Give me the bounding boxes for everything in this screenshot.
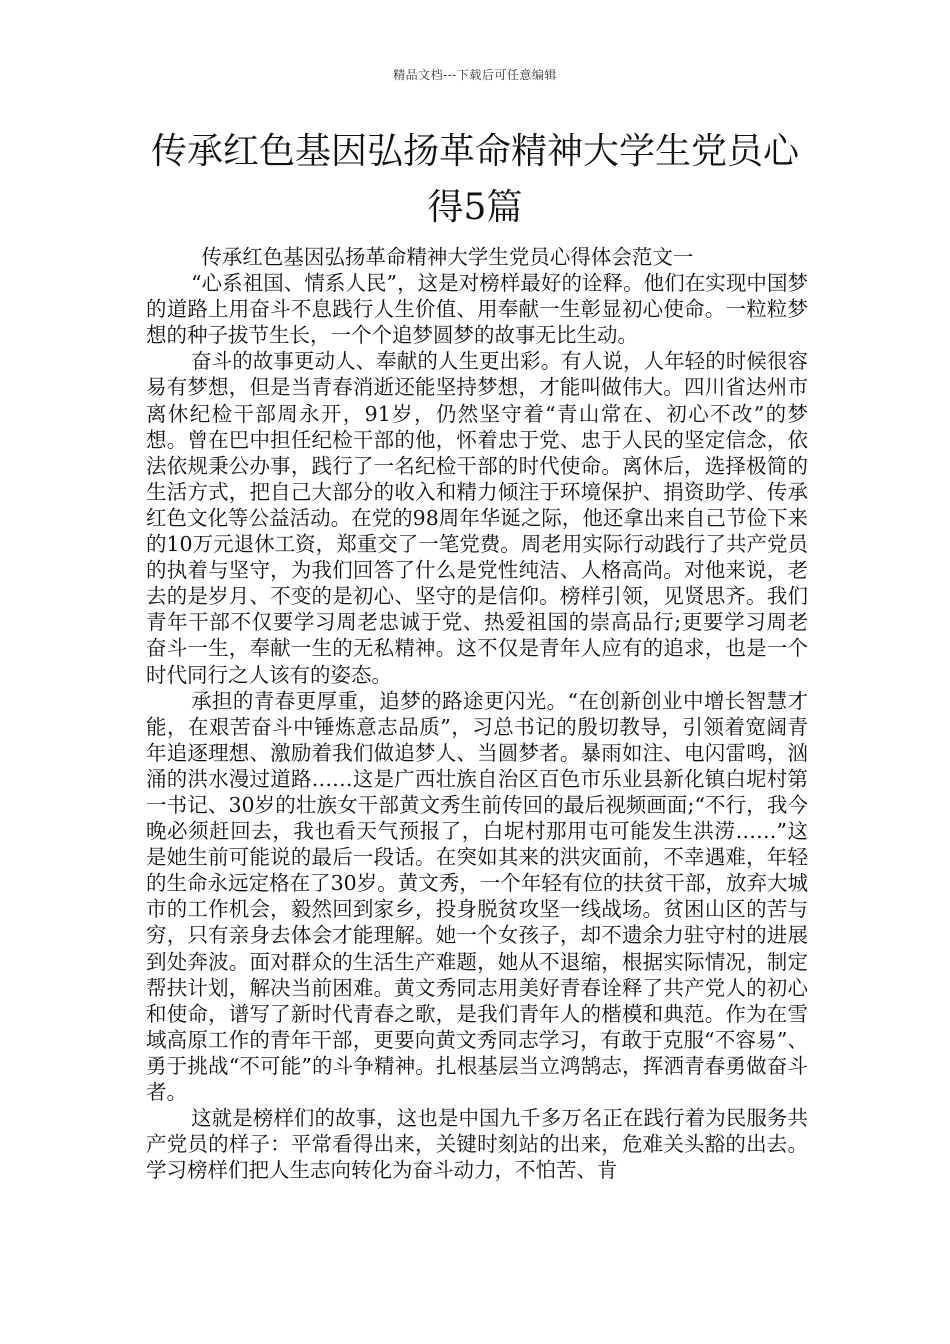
paragraph-3: 承担的青春更厚重，追梦的路途更闪光。“在创新创业中增长智慧才能，在艰苦奋斗中锤炼意志品质”，习总书记的殷切教导，引领着宽阔青年追逐理想、激励着我们做追梦人、当圆梦者。暴雨如注、电闪雷鸣，汹涌的洪水漫过道路……这是广西壮族自治区百色市乐业县新化镇白坭村第一书记、30岁的壮族女干部黄文秀生前传回的最后视频画面;“不行，我今晚必须赶回去，我也看天气预报了，白坭村那用屯可能发生洪涝……”这是她生前可能说的最后一段话。在突如其来的洪灾面前，不幸遇难，年轻的生命永远定格在了30岁。黄文秀，一个年轻有位的扶贫干部，放弃大城市的工作机会，毅然回到家乡，投身脱贫攻坚一线战场。贫困山区的苦与穷，只有亲身去体会才能理解。她一个女孩子，却不遗余力驻守村的进展到处奔波。面对群众的生活生产难题，她从不退缩，根据实际情况，制定帮扶计划，解决当前困难。黄文秀同志用美好青春诠释了共产党人的初心和使命，谱写了新时代青春之歌，是我们青年人的楷模和典范。作为在雪域高原工作的青年干部，更要向黄文秀同志学习，有敢于克服“不容易”、勇于挑战“不可能”的斗争精神。扎根基层当立鸿鹄志，挥洒青春勇做奋斗者。 — [146, 688, 808, 1104]
paragraph-4: 这就是榜样们的故事，这也是中国九千多万名正在践行着为民服务共产党员的样子：平常看得出来，关键时刻站的出来，危难关头豁的出去。学习榜样们把人生志向转化为奋斗动力，不怕苦、肯 — [146, 1106, 808, 1183]
title-line-1: 传承红色基因弘扬革命精神大学生党员心 — [150, 131, 799, 172]
title-line-2: 得5篇 — [427, 187, 523, 228]
document-body — [146, 244, 808, 1183]
page-title — [120, 124, 830, 236]
section-subtitle: 传承红色基因弘扬革命精神大学生党员心得体会范文一 — [201, 245, 694, 269]
paragraph-2: 奋斗的故事更动人、奉献的人生更出彩。有人说，人年轻的时候很容易有梦想，但是当青春消逝还能坚持梦想，才能叫做伟大。四川省达州市离休纪检干部周永开，91岁，仍然坚守着“青山常在、初心不改”的梦想。曾在巴中担任纪检干部的他，怀着忠于党、忠于人民的坚定信念，依法依规秉公办事，践行了一名纪检干部的时代使命。离休后，选择极简的生活方式，把自己大部分的收入和精力倾注于环境保护、捐资助学、传承红色文化等公益活动。在党的98周年华诞之际，他还拿出来自己节俭下来的10万元退休工资，郑重交了一笔党费。周老用实际行动践行了共产党员的执着与坚守，为我们回答了什么是党性纯洁、人格高尚。对他来说，老去的是岁月、不变的是初心、坚守的是信仰。榜样引领，见贤思齐。我们青年干部不仅要学习周老忠诚于党、热爱祖国的崇高品行;更要学习周老奋斗一生，奉献一生的无私精神。这不仅是青年人应有的追求，也是一个时代同行之人该有的姿态。 — [146, 349, 808, 687]
header-note: 精品文档---下载后可任意编辑 — [393, 68, 557, 82]
paragraph-1: “心系祖国、情系人民”，这是对榜样最好的诠释。他们在实现中国梦的道路上用奋斗不息践行人生价值、用奉献一生彰显初心使命。一粒粒梦想的种子拔节生长，一个个追梦圆梦的故事无比生动。 — [146, 271, 808, 348]
